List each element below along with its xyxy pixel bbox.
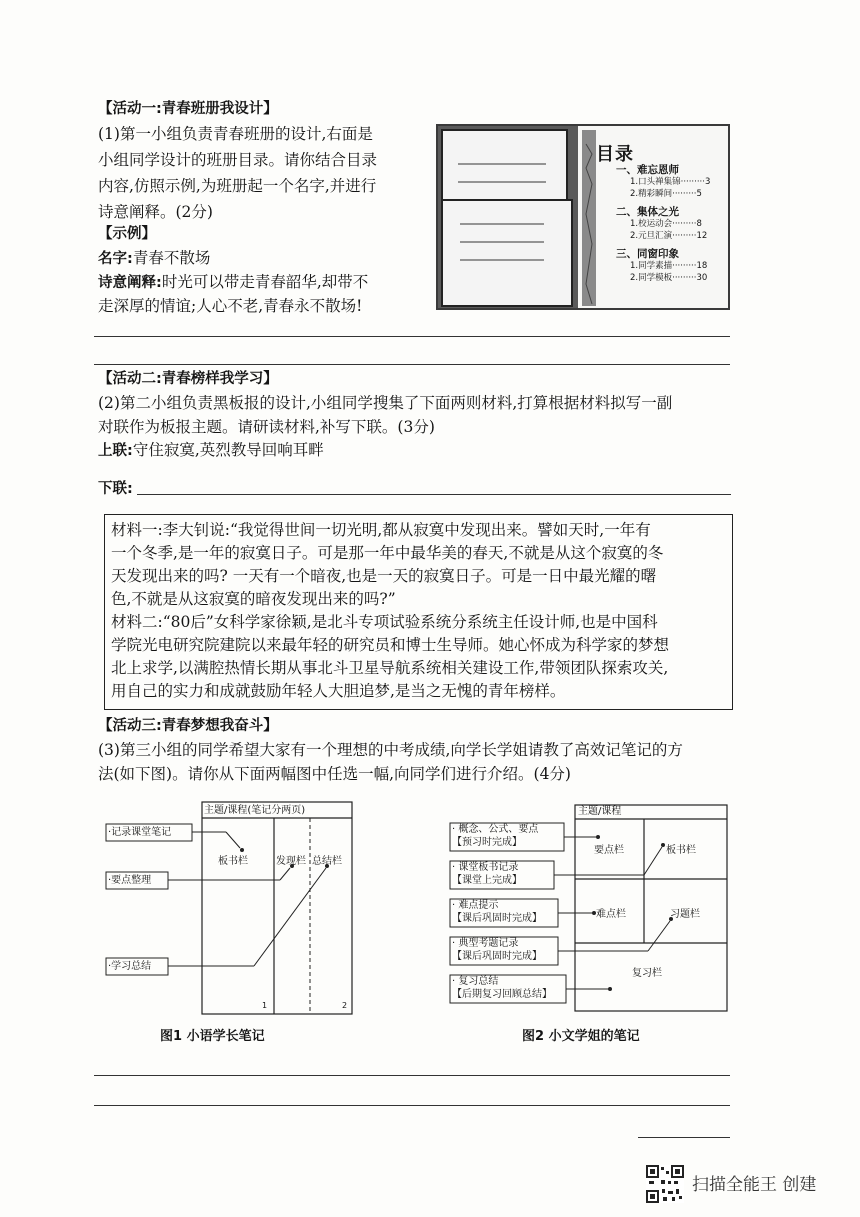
activity1-line: (1)第一小组负责青春班册的设计,右面是 (98, 125, 373, 143)
activity1-line: 内容,仿照示例,为班册起一个名字,并进行 (98, 177, 377, 195)
figure-1-caption: 图1 小语学长笔记 (160, 1029, 265, 1044)
toc-item: 2.同学模板·········30 (630, 273, 708, 283)
figure-2-left-label-b: 【课后巩固时完成】 (452, 913, 542, 924)
figure-2-cell-label: 难点栏 (596, 909, 626, 920)
class-book-image (436, 124, 730, 310)
answer-line[interactable] (94, 1105, 730, 1106)
upper-label: 上联: (98, 443, 133, 459)
toc-heading: 二、集体之光 (616, 206, 679, 218)
figure-2-caption: 图2 小文学姐的笔记 (522, 1029, 640, 1044)
figure-2-top-label: 主题/课程 (578, 806, 622, 817)
activity2-line: 对联作为板报主题。请研读材料,补写下联。(3分) (98, 418, 435, 436)
activity2-header: 【活动二:青春榜样我学习】 (98, 371, 278, 387)
toc-item: 2.元旦汇演·········12 (630, 231, 708, 241)
qr-code-icon (646, 1165, 684, 1203)
figure-2-left-label-a: · 复习总结 (452, 976, 499, 987)
material-line: 材料二:“80后”女科学家徐颖,是北斗专项试验系统分系统主任设计师,也是中国科 (111, 613, 658, 631)
poem-line: 时光可以带走青春韶华,却带不 (161, 273, 369, 291)
toc-item: 1.校运动会·········8 (630, 219, 702, 229)
example-label: 【示例】 (98, 226, 156, 242)
answer-line[interactable] (94, 336, 730, 337)
material-line: 天发现出来的吗? 一天有一个暗夜,也是一天的寂寞日子。可是一日中最光耀的曙 (111, 567, 657, 585)
figure-1-column-label: 发现栏 (276, 856, 306, 867)
material-line: 学院光电研究院建院以来最年轻的研究员和博士生导师。她心怀成为科学家的梦想 (111, 636, 670, 654)
poem-label: 诗意阐释: (98, 275, 162, 291)
name-label: 名字: (98, 251, 133, 267)
figure-1-top-label: 主题/课程(笔记分两页) (204, 805, 306, 816)
upper-value: 守住寂寞,英烈教导回响耳畔 (132, 441, 324, 459)
toc-item: 2.精彩瞬间·········5 (630, 189, 702, 199)
material-line: 北上求学,以满腔热情长期从事北斗卫星导航系统相关建设工作,带领团队探索攻关, (111, 659, 669, 677)
figure-1-left-label: ·学习总结 (108, 961, 152, 972)
activity2-line: (2)第二小组负责黑板报的设计,小组同学搜集了下面两则材料,打算根据材料拟写一副 (98, 394, 673, 412)
activity1-line: 小组同学设计的班册目录。请你结合目录 (98, 151, 378, 169)
activity3-line: (3)第三小组的同学希望大家有一个理想的中考成绩,向学长学姐请教了高效记笔记的方 (98, 741, 683, 759)
figure-2-left-label-b: 【后期复习回顾总结】 (452, 989, 552, 1000)
figure-2-left-label-b: 【课后巩固时完成】 (452, 951, 542, 962)
poem-row (98, 270, 368, 295)
figure-1-page-num: 1 (262, 1001, 268, 1010)
lower-label: 下联: (98, 481, 133, 497)
figure-2-cell-label: 复习栏 (632, 968, 662, 979)
name-row (98, 246, 210, 271)
figure-2-left-label-a: · 难点提示 (452, 900, 499, 911)
figure-2-cell-label: 习题栏 (670, 909, 700, 920)
figure-2-left-label-a: · 典型考题记录 (452, 938, 519, 949)
toc-item: 1.口头禅集锦·········3 (630, 177, 711, 187)
activity1-line: 诗意阐释。(2分) (98, 203, 213, 221)
material-line: 材料一:李大钊说:“我觉得世间一切光明,都从寂寞中发现出来。譬如天时,一年有 (111, 521, 651, 539)
material-line: 一个冬季,是一年的寂寞日子。可是那一年中最华美的春天,不就是从这个寂寞的冬 (111, 544, 664, 562)
answer-line[interactable] (638, 1137, 730, 1138)
toc-item: 1.同学素描·········18 (630, 261, 708, 271)
watermark-text: 扫描全能王 创建 (692, 1175, 817, 1195)
figure-2 (448, 803, 731, 1013)
toc-list (616, 162, 710, 284)
figure-1 (104, 800, 356, 1018)
activity1-header: 【活动一:青春班册我设计】 (98, 101, 278, 117)
toc-heading: 三、同窗印象 (616, 248, 679, 260)
activity3-line: 法(如下图)。请你从下面两幅图中任选一幅,向同学们进行介绍。(4分) (98, 765, 571, 783)
poem-line: 走深厚的情谊;人心不老,青春永不散场! (98, 297, 363, 315)
figure-1-column-label: 板书栏 (218, 856, 248, 867)
upper-couplet (98, 438, 324, 463)
answer-line[interactable] (94, 364, 730, 365)
toc-title: 目录 (596, 144, 634, 165)
figure-1-left-label: ·要点整理 (108, 875, 152, 886)
figure-2-left-label-b: 【预习时完成】 (452, 837, 522, 848)
lower-couplet-input[interactable] (137, 494, 731, 495)
figure-2-left-label-a: · 课堂板书记录 (452, 862, 519, 873)
name-value: 青春不散场 (132, 249, 211, 267)
figure-1-left-label: ·记录课堂笔记 (108, 827, 172, 838)
activity3-header: 【活动三:青春梦想我奋斗】 (98, 718, 278, 734)
figure-1-column-label: 总结栏 (312, 856, 342, 867)
figure-2-cell-label: 要点栏 (594, 845, 624, 856)
figure-1-page-num: 2 (342, 1001, 348, 1010)
figure-2-cell-label: 板书栏 (666, 845, 696, 856)
figure-2-left-label-b: 【课堂上完成】 (452, 875, 522, 886)
toc-heading: 一、难忘恩师 (616, 164, 679, 176)
material-line: 色,不就是从这寂寞的暗夜发现出来的吗?” (111, 590, 396, 608)
answer-line[interactable] (94, 1075, 730, 1076)
figure-2-left-label-a: · 概念、公式、要点 (452, 824, 539, 835)
material-line: 用自己的实力和成就鼓励年轻人大胆追梦,是当之无愧的青年榜样。 (111, 682, 566, 700)
